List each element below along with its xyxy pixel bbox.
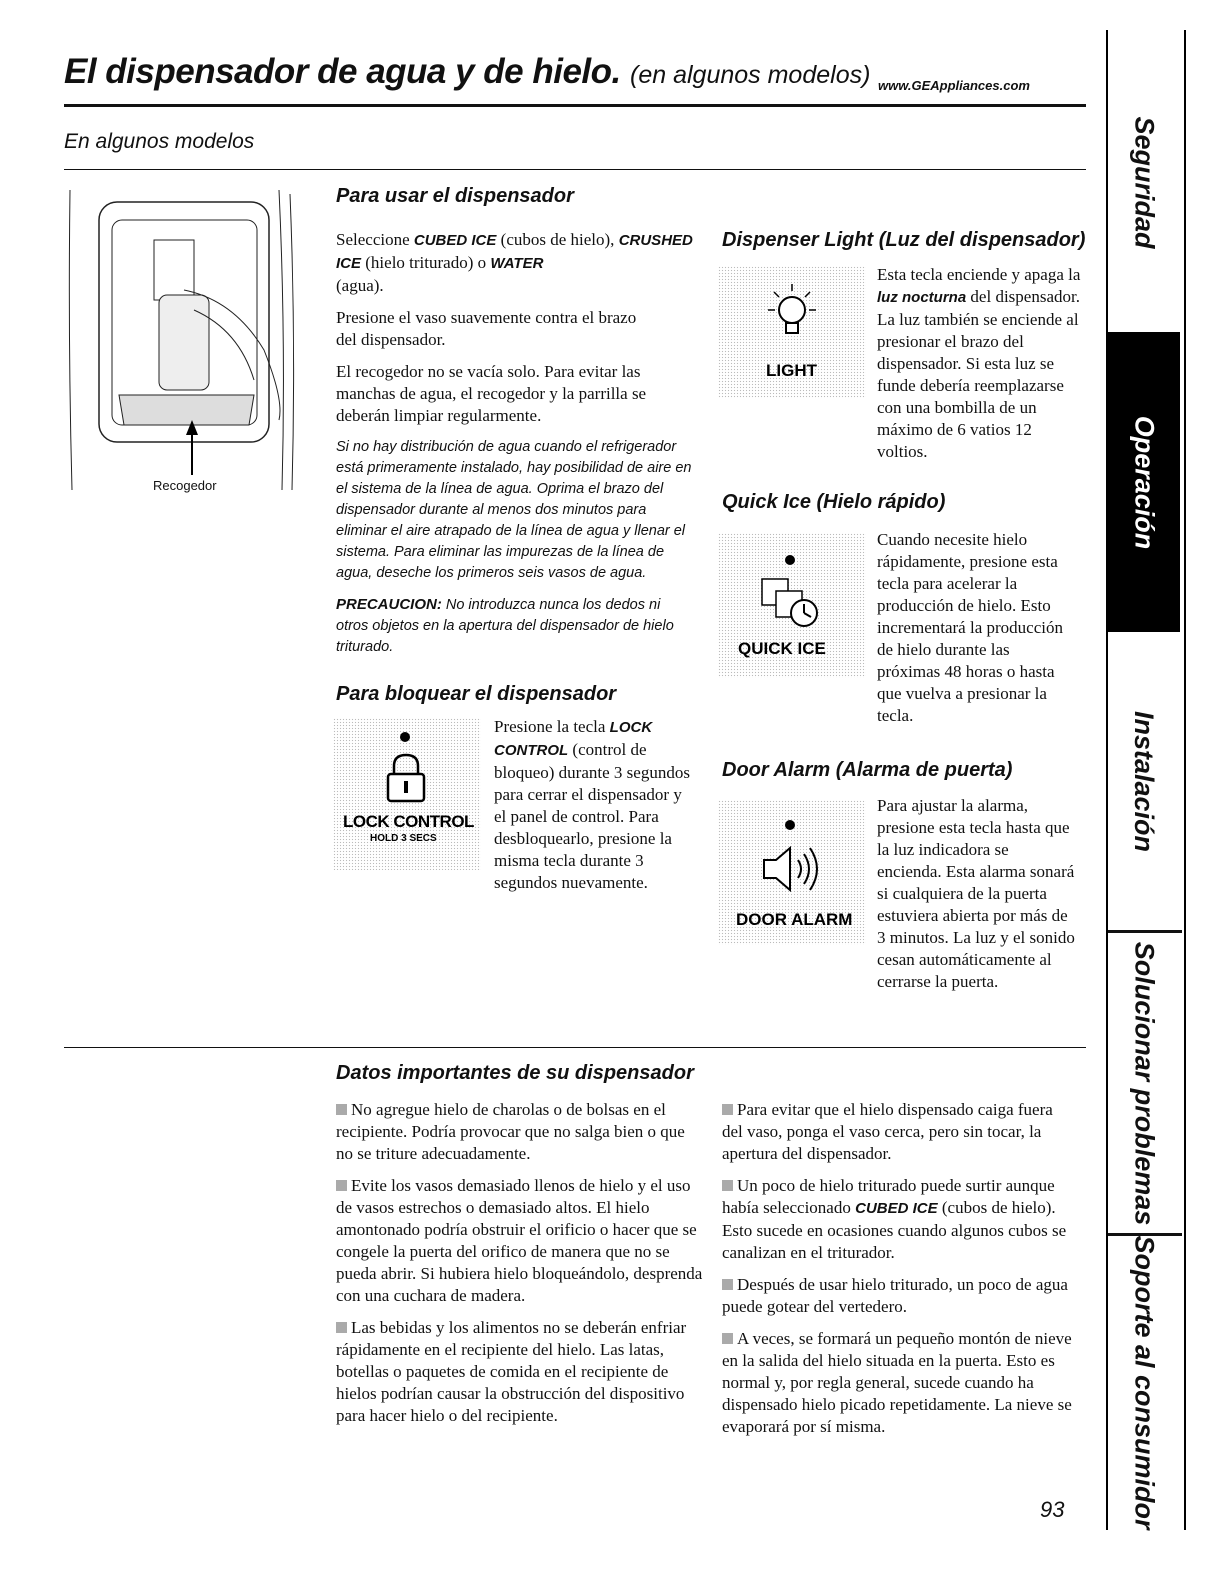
lock-control-label: LOCK CONTROL xyxy=(343,812,474,831)
quick-ice-panel[interactable] xyxy=(718,533,866,678)
tab-operacion[interactable]: Operación xyxy=(1108,332,1180,632)
door-alarm-label: DOOR ALARM xyxy=(736,910,853,929)
collector-label: Recogedor xyxy=(153,478,217,493)
caution-label: PRECAUCION: xyxy=(336,596,442,613)
bullet-icon xyxy=(722,1104,733,1115)
quick-text: Cuando necesite hielo rápidamente, presione esta tecla para acelerar la producción de hielo. Esto incrementará la producción de hielo durante las próximas 48 horas o hasta que vuelva a presionar la tecla. xyxy=(877,530,1063,725)
tab-seguridad[interactable]: Seguridad xyxy=(1129,115,1160,249)
bullet-icon xyxy=(722,1180,733,1191)
datos-col-right xyxy=(722,1099,1072,1448)
bullet-icon xyxy=(336,1104,347,1115)
door-text: Para ajustar la alarma, presione esta tecla hasta que la luz indicadora se encienda. Esta alarma sonará si cualquiera de la puerta estuviera abierta por más de 3 minutos. La luz y el sonido cesan automáticamente al cerrarse la puerta. xyxy=(877,796,1075,991)
light-panel[interactable] xyxy=(718,266,866,398)
heading-light: Dispenser Light (Luz del dispensador) xyxy=(722,229,1086,251)
list-item: Un poco de hielo triturado puede surtir aunque había seleccionado CUBED ICE (cubos de hielo). Esto sucede en ocasiones cuando algunos cubos se canalizan en el triturador. xyxy=(722,1176,1067,1262)
datos-col-left xyxy=(336,1099,706,1437)
lock-icon xyxy=(383,752,429,804)
bullet-icon xyxy=(722,1333,733,1344)
indicator-dot xyxy=(400,732,410,742)
usar-p1: Seleccione CUBED ICE (cubos de hielo), CRUSHED ICE (hielo triturado) o WATER (agua). xyxy=(336,230,693,295)
heading-door: Door Alarm (Alarma de puerta) xyxy=(722,759,1013,781)
tab-instalacion[interactable]: Instalación xyxy=(1129,710,1160,852)
dispenser-drawing xyxy=(64,180,304,510)
tab-soporte[interactable]: Soporte al consumidor xyxy=(1129,1234,1160,1530)
subtitle: En algunos modelos xyxy=(64,130,255,153)
usar-p2: Presione el vaso suavemente contra el brazo del dispensador. xyxy=(336,308,637,349)
ice-clock-icon xyxy=(756,573,826,635)
heading-bloquear: Para bloquear el dispensador xyxy=(336,683,617,705)
lock-control-panel[interactable] xyxy=(333,718,481,870)
list-item: Las bebidas y los alimentos no se deberán enfriar rápidamente en el recipiente del hielo. Las latas, botellas o paquetes de comida en el recipiente de hielos podrían causar la obstrucción del dispositivo para hacer hielo o del recipiente. xyxy=(336,1318,687,1425)
caution: PRECAUCION: No introduzca nunca los dedos ni otros objetos en la apertura del dispensador de hielo triturado. xyxy=(336,596,674,655)
tab-solucionar[interactable]: Solucionar problemas xyxy=(1129,941,1160,1225)
dispenser-illustration xyxy=(64,180,304,510)
bullet-icon xyxy=(722,1279,733,1290)
indicator-dot xyxy=(785,820,795,830)
bullet-icon xyxy=(336,1180,347,1191)
heading-datos: Datos importantes de su dispensador xyxy=(336,1062,694,1084)
header-rule xyxy=(64,104,1086,107)
list-item: Después de usar hielo triturado, un poco de agua puede gotear del vertedero. xyxy=(722,1275,1068,1316)
door-alarm-panel[interactable] xyxy=(718,800,866,945)
list-item: Evite los vasos demasiado llenos de hielo y el uso de vasos estrechos o demasiado altos. El hielo amontonado podría obstruir el orificio o hacer que se congele la puerta del orifico de manera que no se pueda abrir. Si hubiera hielo bloqueándolo, desprenda con una cuchara de madera. xyxy=(336,1176,703,1305)
usar-p3: El recogedor no se vacía solo. Para evitar las manchas de agua, el recogedor y la parrilla se deberán limpiar regularmente. xyxy=(336,362,647,425)
bullet-icon xyxy=(336,1322,347,1333)
speaker-icon xyxy=(758,838,828,900)
title-main: El dispensador de agua y de hielo. xyxy=(64,52,621,91)
usar-body xyxy=(336,229,706,668)
heading-usar: Para usar el dispensador xyxy=(336,185,574,207)
list-item: No agregue hielo de charolas o de bolsas en el recipiente. Podría provocar que no salga bien o que no se triture adecuadamente. xyxy=(336,1100,685,1163)
page-title xyxy=(64,52,870,92)
section-rule-top xyxy=(64,169,1086,170)
quick-ice-label: QUICK ICE xyxy=(738,639,826,658)
usar-note: Si no hay distribución de agua cuando el refrigerador está primeramente instalado, hay posibilidad de aire en el sistema de la línea de agua. Oprima el brazo del dispensador durante al menos dos minutos para eliminar el aire atrapado de la línea de agua y llenar el sistema. Para eliminar las impurezas de la línea de agua, deseche los primeros seis vasos de agua. xyxy=(336,439,692,581)
list-item: A veces, se formará un pequeño montón de nieve en la salida del hielo situada en la puerta. Esto es normal y, por regla general, sucede cuando ha dispensado hielo picado repetidamente. La nieve se evaporará por sí misma. xyxy=(722,1329,1072,1436)
title-suffix: (en algunos modelos) xyxy=(630,61,871,89)
heading-quick: Quick Ice (Hielo rápido) xyxy=(722,491,946,513)
indicator-dot xyxy=(785,555,795,565)
website-url[interactable]: www.GEAppliances.com xyxy=(878,78,1030,93)
bloquear-text: Presione la tecla LOCK CONTROL (control de bloqueo) durante 3 segundos para cerrar el dispensador y el panel de control. Para desbloquearlo, presione la misma tecla durante 3 segundos nuevamente. xyxy=(494,717,690,892)
list-item: Para evitar que el hielo dispensado caiga fuera del vaso, ponga el vaso cerca, pero sin tocar, la apertura del dispensador. xyxy=(722,1100,1053,1163)
bulb-icon xyxy=(760,280,824,352)
light-text: Esta tecla enciende y apaga la luz nocturna del dispensador. La luz también se enciende al presionar el brazo del dispensador. Si esta luz se funde debería reemplazarse con una bombilla de un máximo de 6 vatios 12 voltios. xyxy=(877,265,1081,461)
lock-control-sublabel: HOLD 3 SECS xyxy=(370,833,437,844)
page-number: 93 xyxy=(1040,1497,1065,1522)
section-rule-bottom xyxy=(64,1047,1086,1048)
light-label: LIGHT xyxy=(766,361,817,380)
